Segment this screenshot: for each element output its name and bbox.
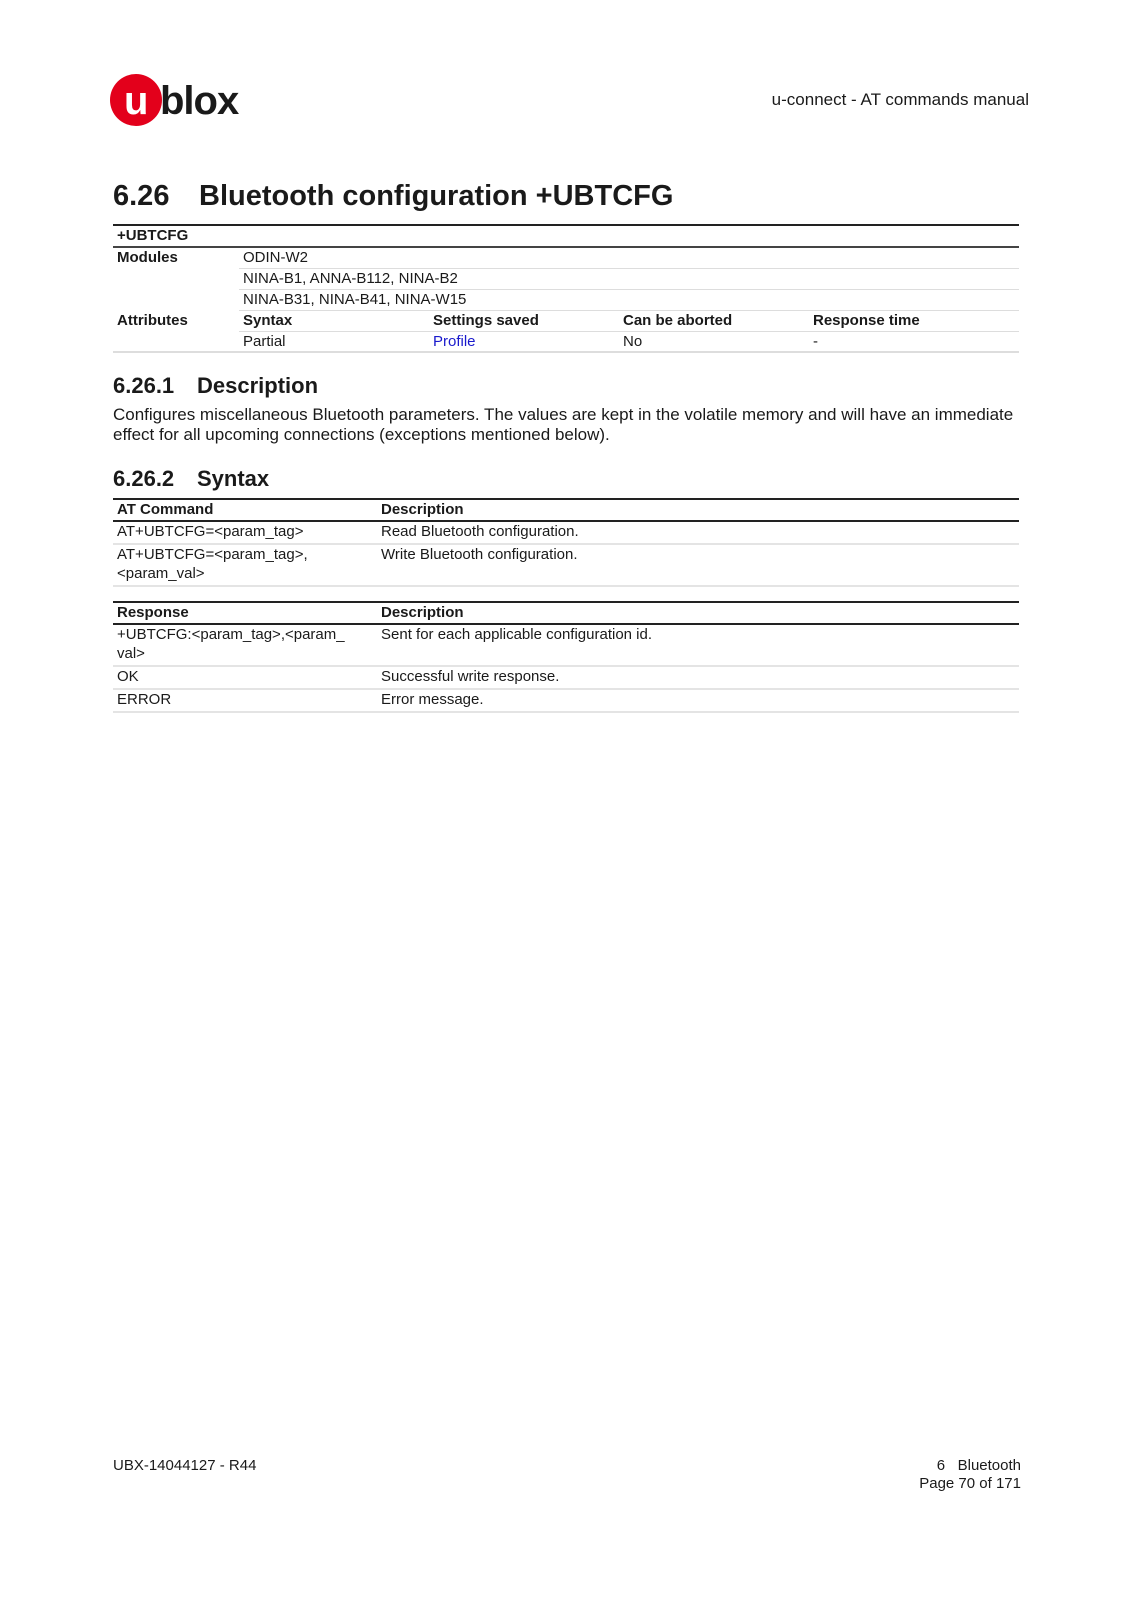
module-row: ODIN-W2: [239, 247, 1019, 269]
module-row: NINA-B1, ANNA-B112, NINA-B2: [239, 269, 1019, 290]
table-row: [113, 624, 1019, 666]
attr-header-response-time: Response time: [809, 311, 1019, 332]
attr-value-response-time: -: [809, 332, 1019, 353]
attr-value-can-be-aborted: No: [619, 332, 809, 353]
section-title: Bluetooth configuration +UBTCFG: [199, 180, 674, 212]
footer-right: [919, 1457, 1021, 1493]
description-cell: Write Bluetooth configuration.: [377, 544, 1019, 586]
section-number: 6.26: [113, 180, 170, 212]
description-number: 6.26.1: [113, 373, 175, 398]
command-name: +UBTCFG: [113, 225, 1019, 247]
at-command-table: [113, 498, 1019, 587]
description-cell: Sent for each applicable configuration id.: [377, 624, 1019, 666]
modules-label: Modules: [117, 249, 178, 266]
syntax-title: Syntax: [197, 466, 270, 491]
section-heading: [113, 180, 673, 213]
footer-doc-id: UBX-14044127 - R44: [113, 1457, 257, 1474]
table-row: [113, 666, 1019, 689]
module-row: NINA-B31, NINA-B41, NINA-W15: [239, 290, 1019, 311]
description-text: Configures miscellaneous Bluetooth parameters. The values are kept in the volatile memory and will have an immediate effect for all upcoming connections (exceptions mentioned below).: [113, 405, 1014, 444]
attr-header-can-be-aborted: Can be aborted: [619, 311, 809, 332]
description-cell: Successful write response.: [377, 666, 1019, 689]
ublox-logo: [110, 72, 260, 128]
attr-header-settings-saved: Settings saved: [429, 311, 619, 332]
document-title: u-connect - AT commands manual: [771, 90, 1029, 109]
attributes-label: Attributes: [113, 311, 239, 353]
attributes-table: [113, 224, 1019, 353]
syntax-number: 6.26.2: [113, 466, 175, 491]
attr-value-syntax: Partial: [239, 332, 429, 353]
table-row: [113, 544, 1019, 586]
footer-page: Page 70 of 171: [919, 1475, 1021, 1492]
response-cell: OK: [113, 666, 377, 689]
description-title: Description: [197, 373, 319, 398]
footer-chapter: 6 Bluetooth: [936, 1457, 1021, 1474]
attr-value-settings-saved[interactable]: [429, 332, 619, 353]
description-header: Description: [377, 499, 1019, 521]
response-cell: +UBTCFG:<param_tag>,<param_ val>: [113, 624, 377, 666]
description-cell: Read Bluetooth configuration.: [377, 521, 1019, 544]
at-command-header: AT Command: [113, 499, 377, 521]
description-heading: [113, 373, 318, 399]
response-table: [113, 601, 1019, 713]
description-header: Description: [377, 602, 1019, 624]
attr-header-syntax: Syntax: [239, 311, 429, 332]
logo-blox: blox: [160, 79, 239, 123]
command-cell: AT+UBTCFG=<param_tag>, <param_val>: [113, 544, 377, 586]
table-row: [113, 521, 1019, 544]
response-cell: ERROR: [113, 689, 377, 712]
profile-link[interactable]: Profile: [433, 333, 476, 350]
description-cell: Error message.: [377, 689, 1019, 712]
logo-u: u: [124, 79, 149, 123]
table-row: [113, 689, 1019, 712]
syntax-heading: [113, 466, 269, 492]
command-cell: AT+UBTCFG=<param_tag>: [113, 521, 377, 544]
response-header: Response: [113, 602, 377, 624]
